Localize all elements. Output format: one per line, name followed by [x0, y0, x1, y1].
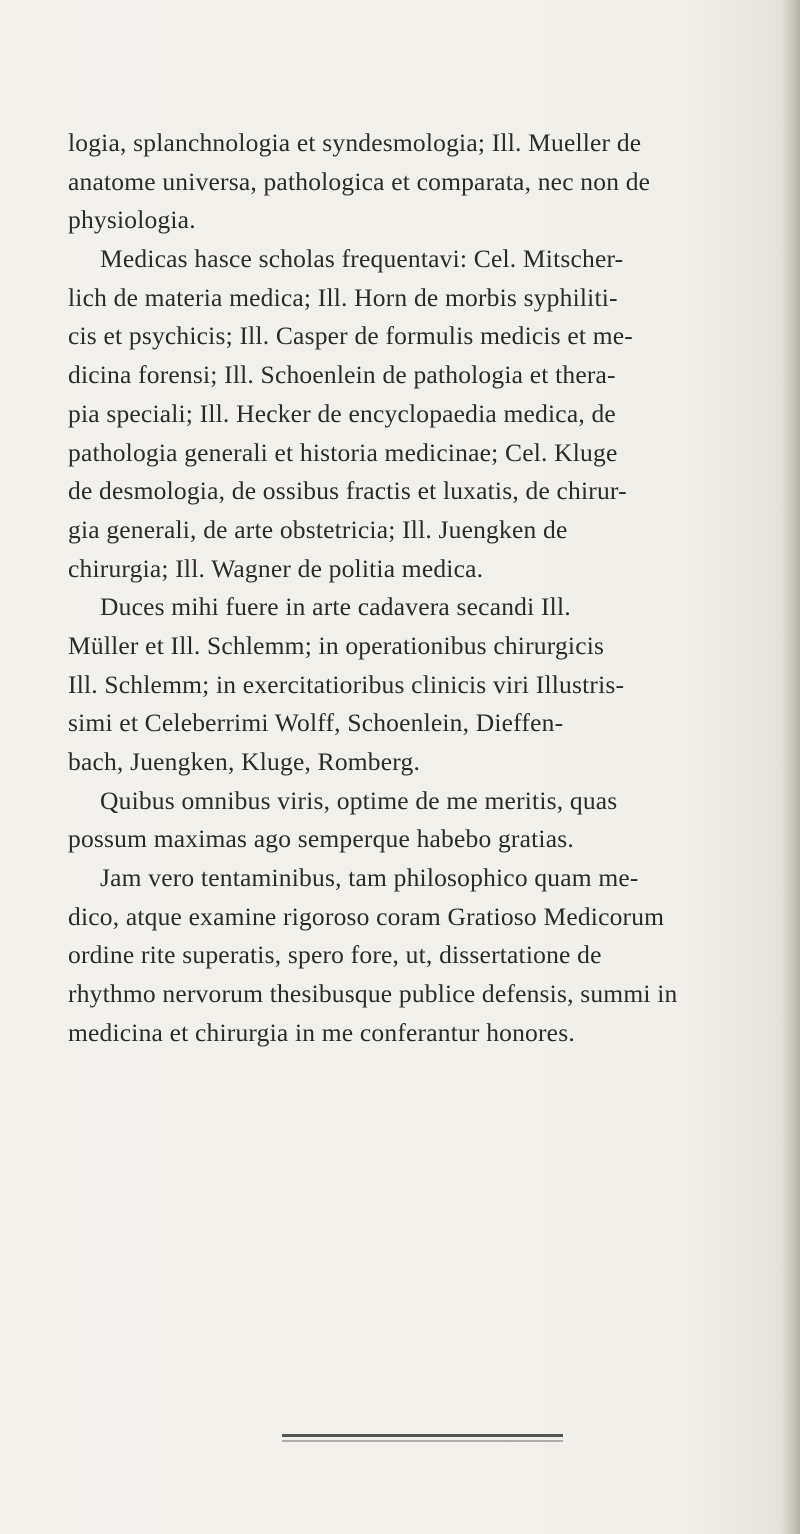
- text-line: chirurgia; Ill. Wagner de politia medica.: [68, 553, 484, 583]
- text-line: possum maximas ago semperque habebo gratias.: [68, 824, 574, 854]
- paragraph-start-line: Medicas hasce scholas frequentavi: Cel. Mitscher-: [100, 244, 624, 274]
- text-line: bach, Juengken, Kluge, Romberg.: [68, 747, 421, 776]
- text-line: pathologia generali et historia medicinae; Cel. Kluge: [68, 437, 618, 467]
- closing-rule: [282, 1434, 563, 1437]
- paragraph-start-line: Duces mihi fuere in arte cadavera secandi Ill.: [100, 592, 571, 622]
- text-line: lich de materia medica; Ill. Horn de morbis syphiliti-: [68, 282, 618, 312]
- text-line: physiologia.: [68, 205, 196, 235]
- paragraph-start-line: Jam vero tentaminibus, tam philosophico quam me-: [100, 863, 639, 893]
- text-line: Ill. Schlemm; in exercitatioribus clinicis viri Illustris-: [68, 669, 625, 699]
- text-line: de desmologia, de ossibus fractis et luxatis, de chirur-: [68, 476, 627, 506]
- text-line: medicina et chirurgia in me conferantur honores.: [68, 1017, 575, 1047]
- text-line: dico, atque examine rigoroso coram Gratioso Medicorum: [68, 901, 665, 931]
- text-line: anatome universa, pathologica et comparata, nec non de: [68, 166, 651, 196]
- text-line: logia, splanchnologia et syndesmologia; Ill. Mueller de: [68, 128, 642, 157]
- text-line: gia generali, de arte obstetricia; Ill. Juengken de: [68, 514, 568, 544]
- text-line: ordine rite superatis, spero fore, ut, dissertatione de: [68, 940, 602, 970]
- body-text: [68, 124, 784, 1053]
- page-edge-shadow: [782, 0, 800, 1534]
- text-line: cis et psychicis; Ill. Casper de formulis medicis et me-: [68, 321, 633, 351]
- text-line: simi et Celeberrimi Wolff, Schoenlein, Dieffen-: [68, 708, 564, 738]
- text-line: Müller et Ill. Schlemm; in operationibus chirurgicis: [68, 630, 605, 660]
- paragraph-start-line: Quibus omnibus viris, optime de me meritis, quas: [100, 785, 618, 815]
- text-line: rhythmo nervorum thesibusque publice defensis, summi in: [68, 979, 678, 1009]
- text-line: dicina forensi; Ill. Schoenlein de pathologia et thera-: [68, 360, 616, 390]
- text-line: pia speciali; Ill. Hecker de encyclopaedia medica, de: [68, 398, 616, 428]
- closing-rule-secondary: [282, 1440, 563, 1442]
